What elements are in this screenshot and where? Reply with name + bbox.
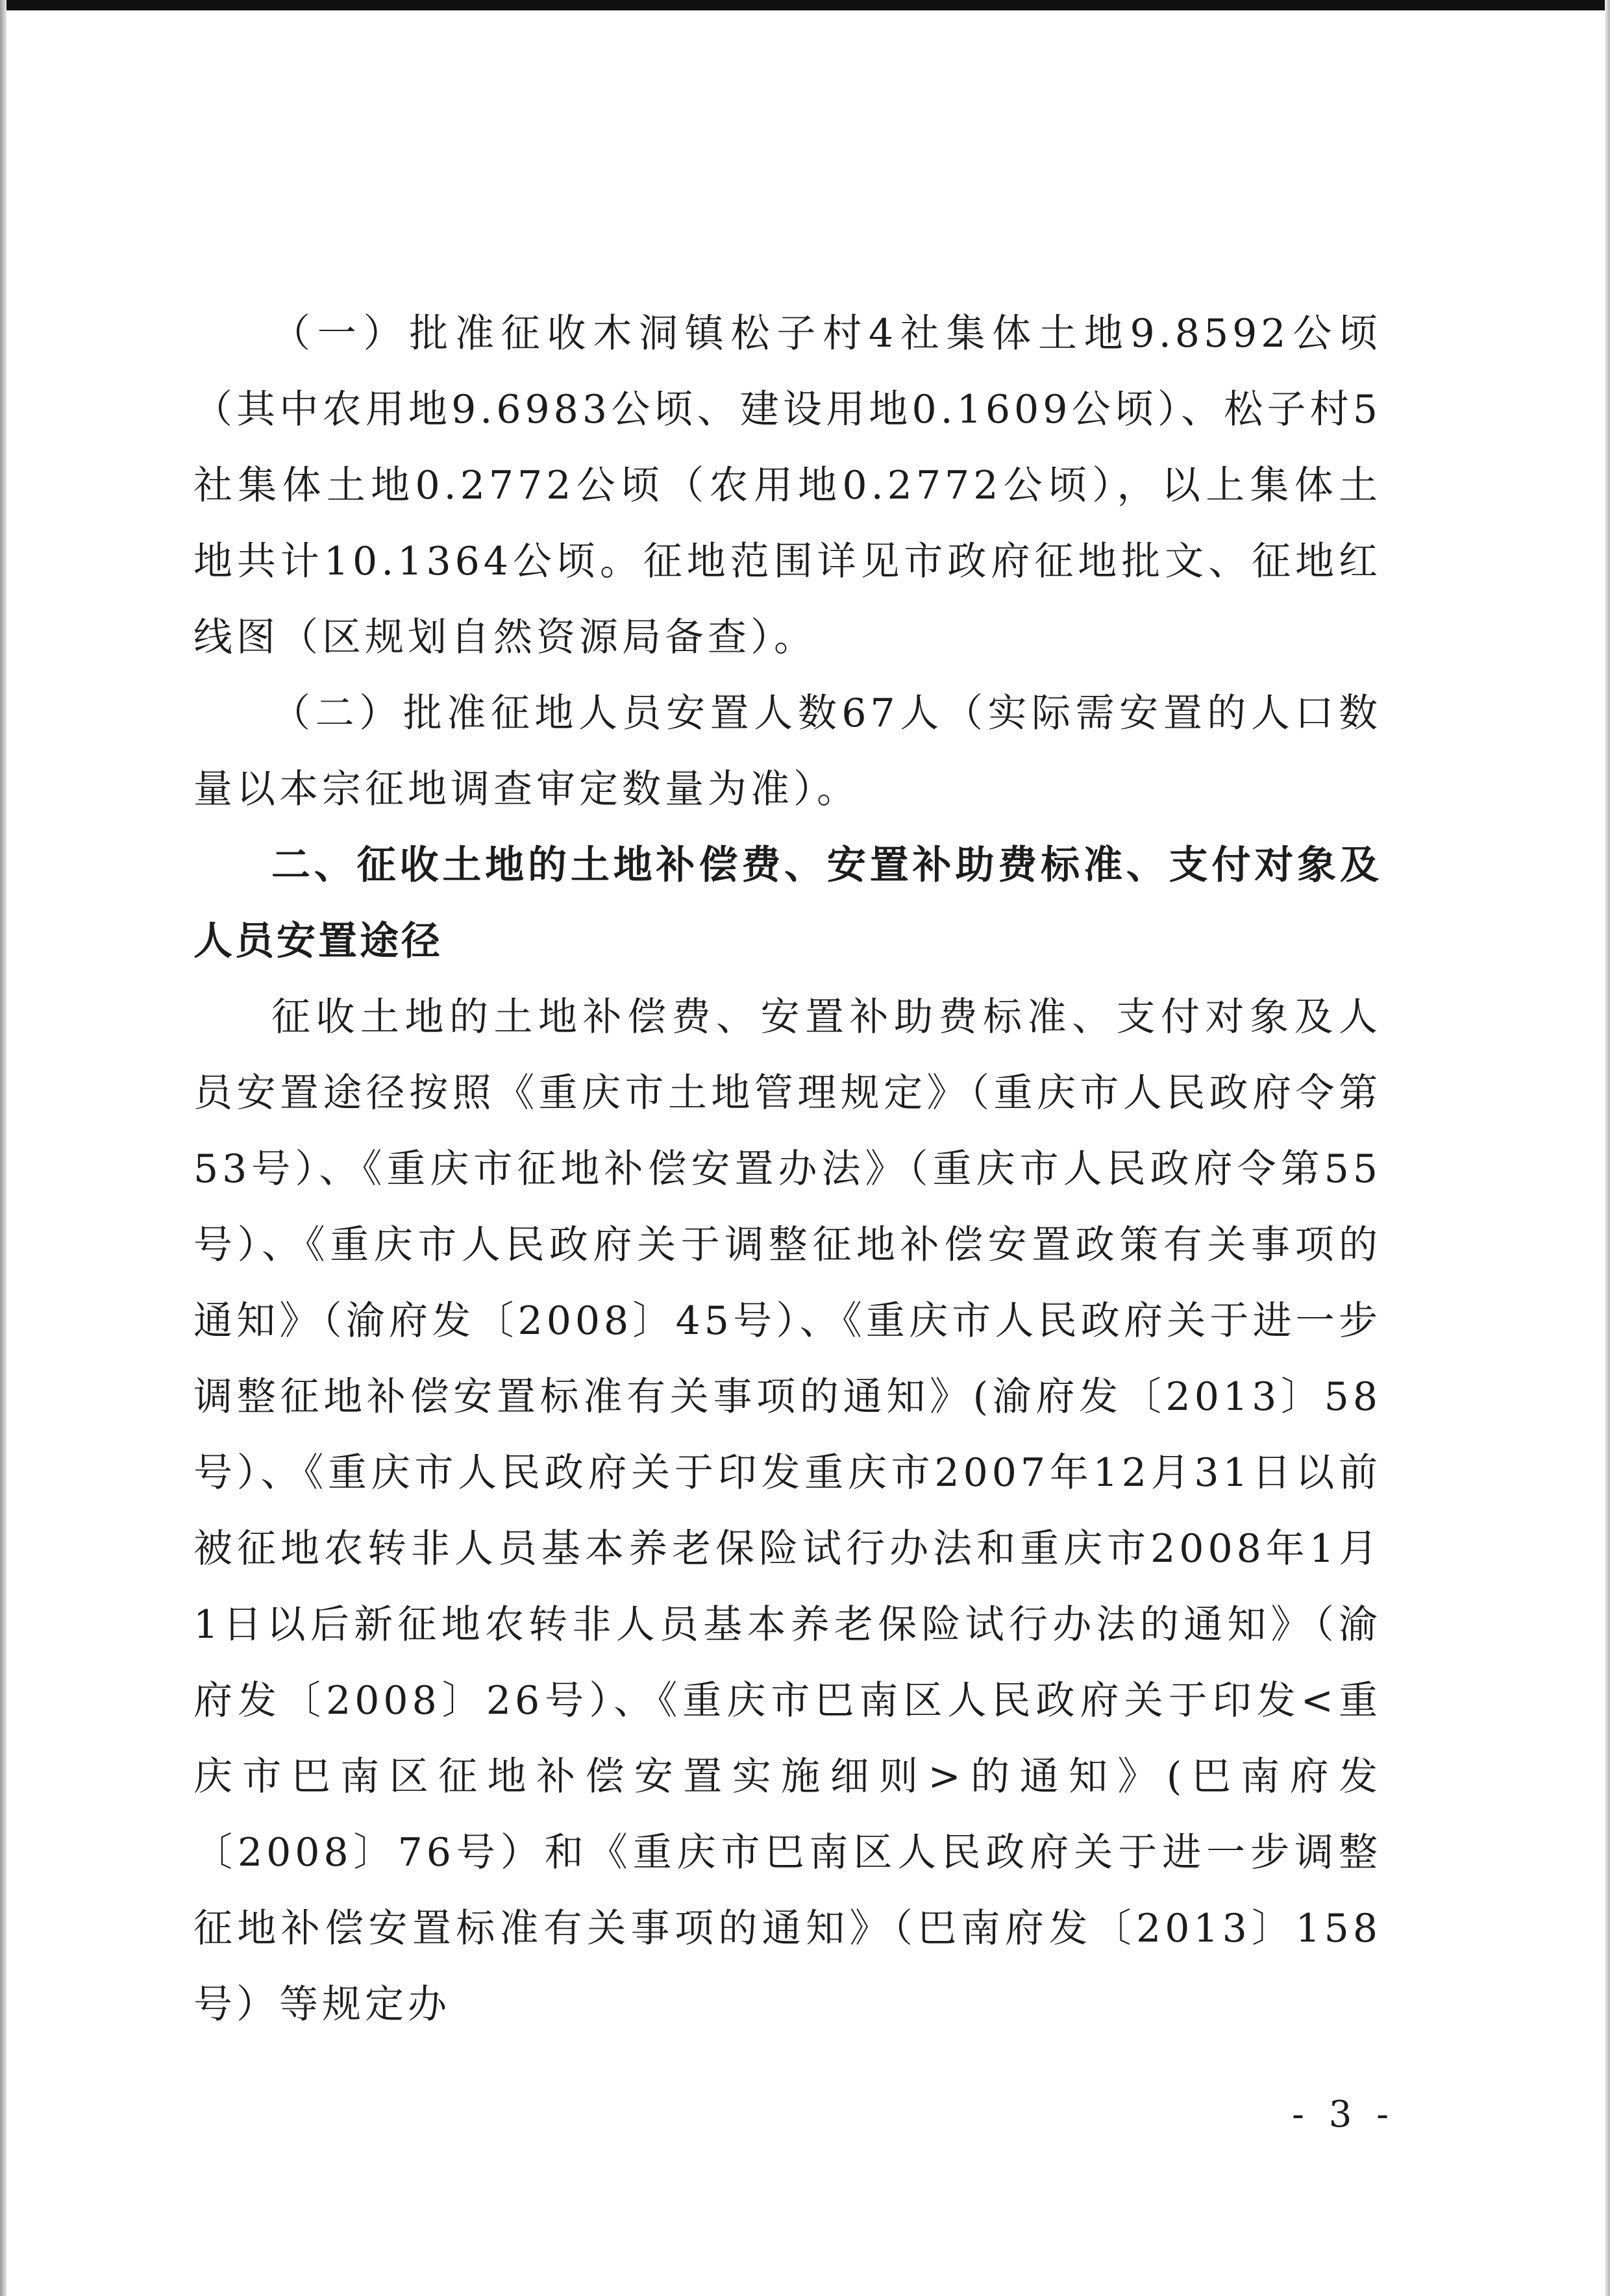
- section-heading-compensation: 二、征收土地的土地补偿费、安置补助费标准、支付对象及人员安置途径: [193, 843, 1381, 964]
- scan-edge-right: [1605, 0, 1610, 2296]
- page-number: - 3 -: [1292, 2093, 1396, 2136]
- paragraph-land-acquisition-scope: （一）批准征收木洞镇松子村4社集体土地9.8592公顷（其中农用地9.6983公顷、建设用地0.1609公顷）、松子村5社集体土地0.2772公顷（农用地0.2772公顷），以上集体土地共计10.1364公顷。征地范围详见市政府征地批文、征地红线图（区规划自然资源局备查）。: [193, 311, 1381, 660]
- document-body: [193, 296, 1381, 2043]
- scan-edge-top: [0, 0, 1610, 10]
- scan-edge-left: [0, 0, 6, 2296]
- paragraph-resettlement-count: （二）批准征地人员安置人数67人（实际需安置的人口数量以本宗征地调查审定数量为准）。: [193, 691, 1381, 812]
- paragraph-compensation-standards: 征收土地的土地补偿费、安置补助费标准、支付对象及人员安置途径按照《重庆市土地管理规定》（重庆市人民政府令第53号）、《重庆市征地补偿安置办法》（重庆市人民政府令第55号）、《重庆市人民政府关于调整征地补偿安置政策有关事项的通知》（渝府发〔2008〕45号）、《重庆市人民政府关于进一步调整征地补偿安置标准有关事项的通知》(渝府发〔2013〕58号）、《重庆市人民政府关于印发重庆市2007年12月31日以前被征地农转非人员基本养老保险试行办法和重庆市2008年1月1日以后新征地农转非人员基本养老保险试行办法的通知》（渝府发〔2008〕26号）、《重庆市巴南区人民政府关于印发<重庆市巴南区征地补偿安置实施细则>的通知》(巴南府发〔2008〕76号）和《重庆市巴南区人民政府关于进一步调整征地补偿安置标准有关事项的通知》（巴南府发〔2013〕158号）等规定办: [193, 994, 1381, 2027]
